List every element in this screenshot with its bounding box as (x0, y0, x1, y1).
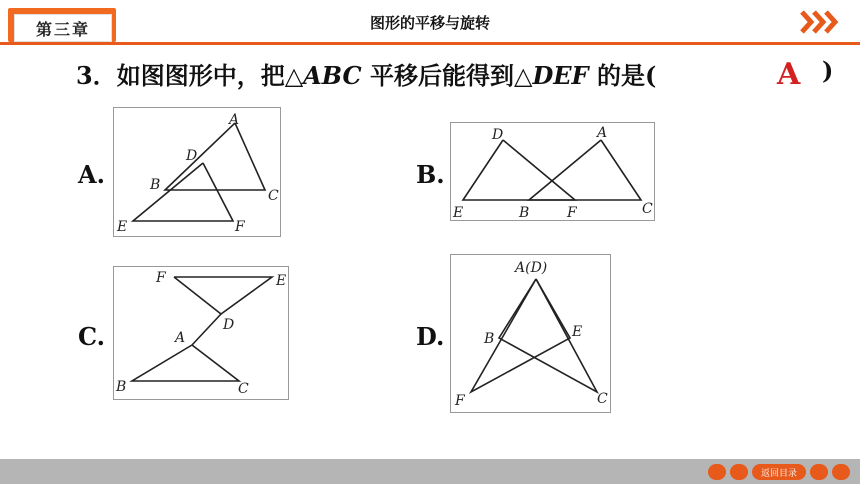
point-d: D (492, 127, 504, 143)
page-title: 图形的平移与旋转 (369, 14, 490, 32)
point-f: F (235, 219, 245, 235)
option-c-label[interactable]: C. (78, 322, 106, 351)
point-b: B (519, 205, 530, 220)
option-d-label[interactable]: D. (416, 322, 445, 351)
point-a-d: A(D) (515, 260, 548, 276)
answer-text: A (777, 57, 801, 92)
point-f: F (156, 270, 166, 286)
point-d: D (186, 148, 198, 164)
point-f: F (567, 205, 577, 220)
chapter-label: 第三章 (14, 14, 112, 42)
point-c: C (268, 188, 279, 204)
option-d-figure[interactable] (450, 254, 611, 413)
point-c: C (597, 391, 608, 407)
point-e: E (276, 273, 287, 289)
option-b-figure[interactable] (450, 122, 655, 221)
point-b: B (150, 177, 161, 193)
option-a-figure[interactable] (113, 107, 281, 237)
point-e: E (572, 324, 583, 340)
point-b: B (116, 379, 127, 395)
prev-page-button[interactable] (730, 464, 748, 480)
header-divider (0, 42, 860, 45)
next-page-button[interactable] (810, 464, 828, 480)
back-to-contents-button[interactable]: 返回目录 (752, 464, 806, 480)
option-b-label[interactable]: B. (416, 160, 445, 189)
point-e: E (117, 219, 128, 235)
last-page-button[interactable] (832, 464, 850, 480)
next-chevrons-icon[interactable] (800, 8, 840, 36)
point-a: A (175, 330, 186, 346)
question-text: 3．如图图形中，把△ABC 平移后能得到△DEF 的是( (76, 61, 657, 90)
point-c: C (238, 381, 249, 397)
point-b: B (484, 331, 495, 347)
question-number: 3 (76, 61, 93, 90)
point-a: A (597, 125, 608, 141)
point-a: A (229, 112, 240, 128)
point-f: F (455, 393, 465, 409)
point-c: C (642, 201, 653, 217)
first-page-button[interactable] (708, 464, 726, 480)
option-a-label[interactable]: A. (78, 160, 105, 189)
point-e: E (453, 205, 464, 220)
point-d: D (223, 317, 235, 333)
option-c-figure[interactable] (113, 266, 289, 400)
question-close-paren: ) (822, 56, 834, 85)
